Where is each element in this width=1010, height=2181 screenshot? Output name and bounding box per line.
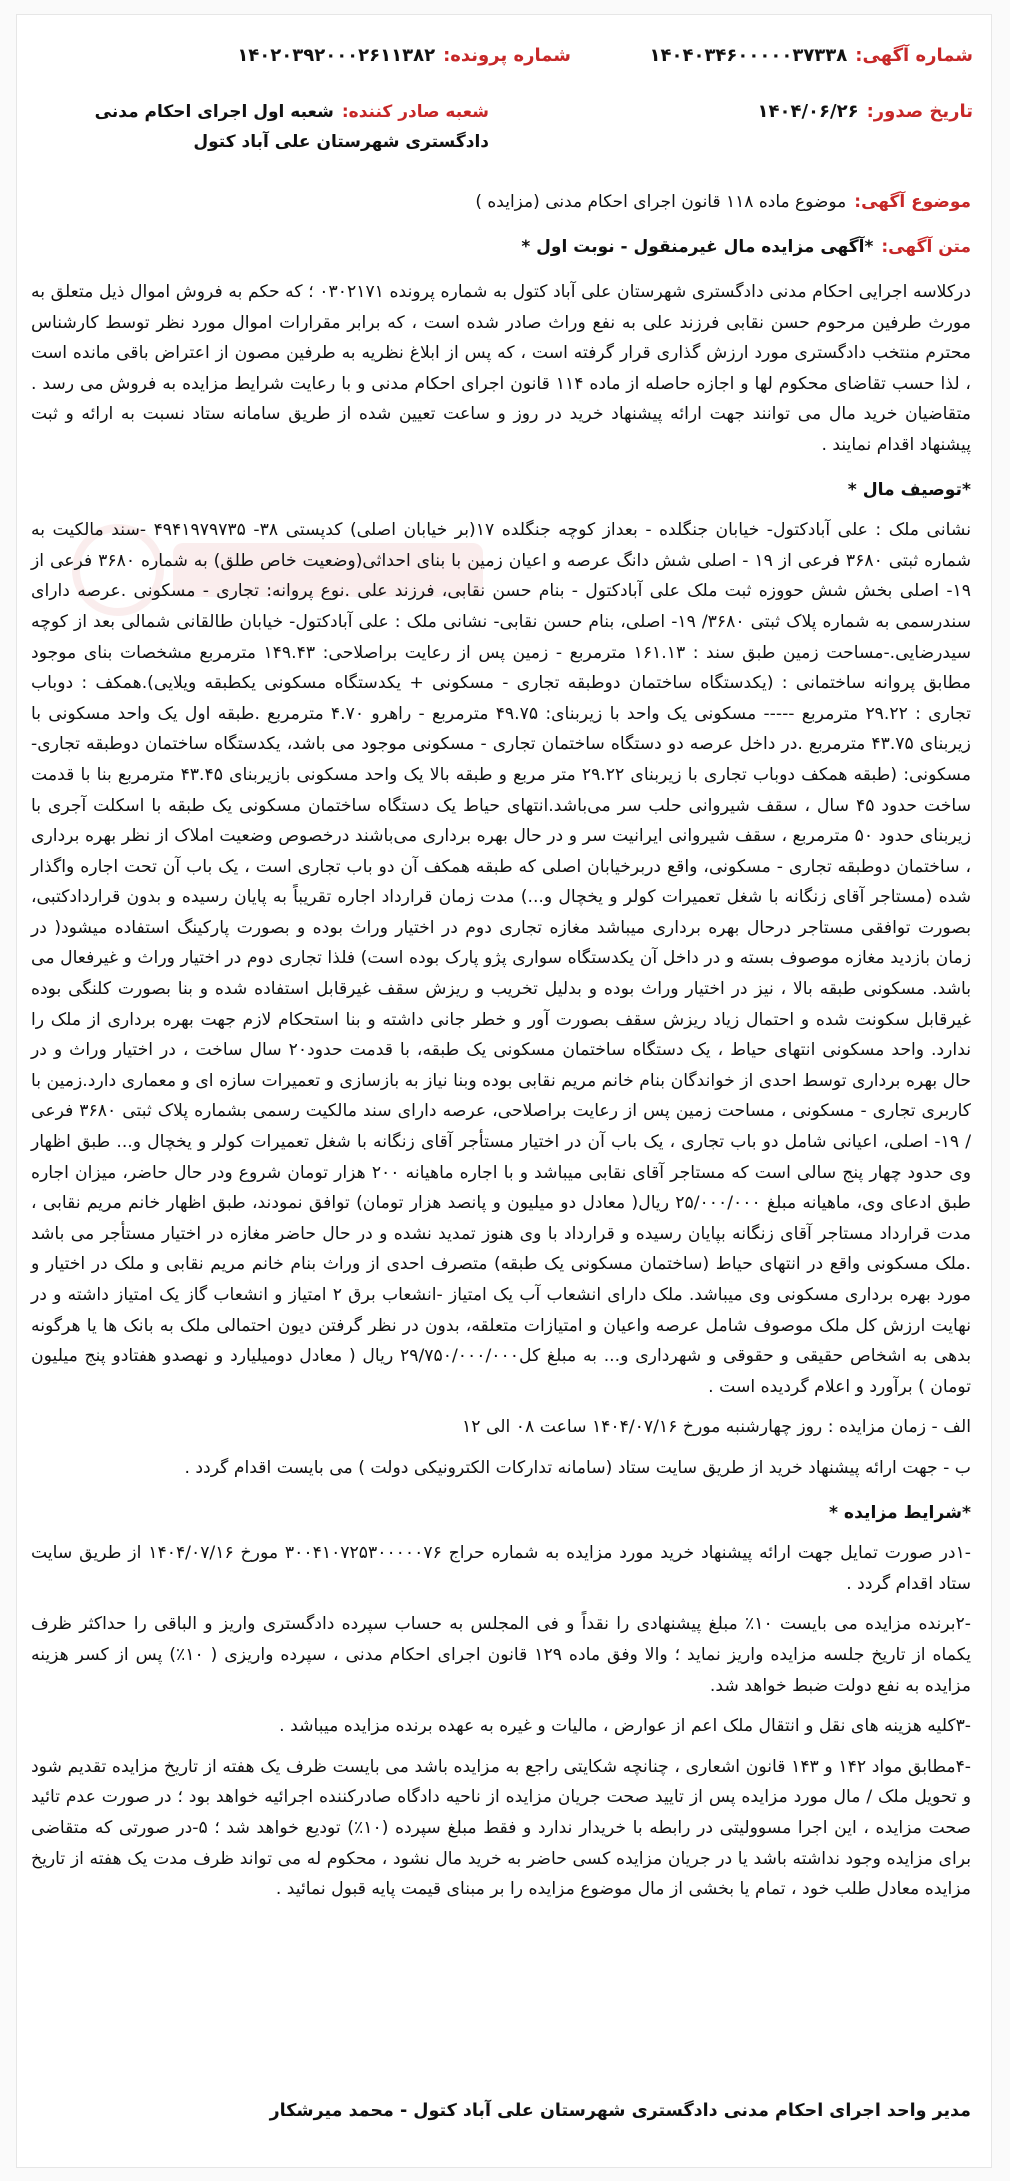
issue-date-value: ۱۴۰۴/۰۶/۲۶ — [757, 101, 859, 122]
notice-sheet — [16, 14, 992, 2168]
conditions-heading: *شرایط مزایده * — [828, 1502, 971, 1523]
notice-body — [31, 277, 971, 1915]
text-title: *آگهی مزایده مال غیرمنقول - نوبت اول * — [521, 237, 874, 257]
condition-3: -۳کلیه هزینه های نقل و انتقال ملک اعم از عوارض ، مالیات و غیره به عهده برنده مزایده میباشد . — [279, 1716, 971, 1737]
auction-time: الف - زمان مزایده : روز چهارشنبه مورخ ۱۴۰۴/۰۷/۱۶ ساعت ۰۸ الی ۱۲ — [462, 1417, 971, 1438]
issue-date — [758, 101, 973, 122]
intro-paragraph: درکلاسه اجرایی احکام مدنی دادگستری شهرستان علی آباد کتول به شماره پرونده ۰۳۰۲۱۷۱ ؛ که حکم به فروش اموال ذیل متعلق به مورث طرفین مرحوم حسن نقابی فرزند علی به نفع وراث صادر شده است ، که برابر مقرارات اموال مورد نظر توسط کارشناس محترم منتخب دادگستری مورد ارزش گذاری قرار گرفته است ، که پس از ابلاغ نظریه به طرفین مصون از اعتراض باقی مانده است ، لذا حسب تقاضای محکوم لها و اجازه حاصله از ماده ۱۱۴ قانون اجرای احکام مدنی و با رعایت شرایط مزایده به فروش می رسد . متقاضیان خرید مال می توانند جهت ارائه پیشنهاد خرید در روز و ساعت تعیین شده از طریق سامانه ستاد نسبت به ارائه و ثبت پیشنهاد اقدام نمایند . — [31, 282, 971, 455]
description-heading: *توصیف مال * — [847, 479, 971, 500]
issuing-branch — [49, 97, 489, 157]
condition-4: -۴مطابق مواد ۱۴۲ و ۱۴۳ قانون اشعاری ، چنانچه شکایتی راجع به مزایده باشد می بایست ظرف یک هفته از تاریخ مزایده تقدیم شود و تحویل ملک / مال مورد مزایده پس از تایید صحت جریان مزایده از ناحیه دادگاه صادرکننده اجرائیه خواهد بود ؛ در صورت عدم تائید صحت مزایده ، این اجرا مسوولیتی در رابطه با خریدار ندارد و فقط مبلغ سپرده (۱۰٪) تودیع خواهد شد ؛ ۵-در صورتی که متقاضی برای مزایده وجود نداشته باشد یا در جریان مزایده کسی حاضر به خرید مال نشود ، محکوم له می تواند ظرف مدت یک هفته از تاریخ مزایده معادل طلب خود ، تمام یا بخشی از مال موضوع مزایده را بر مبنای قیمت پایه قبول نمائید . — [31, 1756, 972, 1900]
property-description: نشانی ملک : علی آبادکتول- خیابان جنگلده - بعداز کوچه جنگلده ۱۷(بر خیابان اصلی) کدپستی ۳۸- ۴۹۴۱۹۷۹۷۳۵ -سند مالکیت به شماره ثبتی ۳۶۸۰ فرعی از ۱۹ - اصلی شش دانگ عرصه و اعیان زمین با بنای احداثی(وضعیت خاص طلق) به شماره ۳۶۸۰ فرعی از ۱۹- اصلی بخش شش حووزه ثبت ملک علی آبادکتول - بنام حسن نقابی، فرزند علی .نوع پروانه: تجاری - مسکونی .عرصه دارای سندرسمی به شماره پلاک ثبتی ۳۶۸۰/ ۱۹- اصلی، بنام حسن نقابی- نشانی ملک : علی آبادکتول- خیابان طالقانی شمالی بعد از کوچه سیدرضایی.-مساحت زمین طبق سند : ۱۶۱.۱۳ مترمربع - زمین پس از رعایت براصلاحی: ۱۴۹.۴۳ مترمربع مشخصات بنای موجود مطابق پروانه ساختمانی : (یکدستگاه ساختمان دوطبقه تجاری - مسکونی + یکدستگاه مسکونی یکطبقه ویلایی).همکف : دوباب تجاری : ۲۹.۲۲ مترمربع ----- مسکونی یک واحد با زیربنای: ۴۹.۷۵ مترمربع - راهرو ۴.۷۰ مترمربع .طبقه اول یک واحد مسکونی با زیربنای ۴۳.۷۵ مترمربع .در داخل عرصه دو دستگاه ساختمان تجاری - مسکونی موجود می باشد، یکدستگاه ساختمان دوطبقه تجاری-مسکونی: (طبقه همکف دوباب تجاری با زیربنای ۲۹.۲۲ متر مربع و طبقه بالا یک واحد مسکونی بازیربنای ۴۳.۴۵ مترمربع بنا با قدمت ساخت حدود ۴۵ سال ، سقف شیروانی حلب سر می‌باشد.انتهای حیاط یک دستگاه ساختمان مسکونی یک طبقه با اسکلت آجری با زیربنای حدود ۵۰ مترمربع ، سقف شیروانی ایرانیت سر و در حال بهره برداری می‌باشند درخصوص وضعیت املاک از نظر بهره برداری ، ساختمان دوطبقه تجاری - مسکونی، واقع دربرخیابان اصلی که طبقه همکف آن دو باب تجاری است ، یک باب آن تحت اجاره واگذار شده (مستاجر آقای زنگانه با شغل تعمیرات کولر و یخچال و...) مدت زمان قرارداد اجاره تقریباً به پایان رسیده و بدون قراردادکتبی، بصورت توافقی مستاجر درحال بهره برداری میباشد مغازه تجاری دوم در اختیار وراث بوده و بصورت پارکینگ استفاده میشود( در زمان بازدید مغازه موصوف بسته و در داخل آن یکدستگاه سواری پژو پارک بوده است) فلذا تجاری دوم در اختیار وراث و غیرفعال می باشد. مسکونی طبقه بالا ، نیز در اختیار وراث بوده و بدلیل تخریب و ریزش سقف غیرقابل استفاده شده و بنا بصورت کلنگی بوده غیرقابل سکونت شده و احتمال زیاد ریزش سقف بصورت آور و خطر جانی داشته و بنا استحکام لازم جهت بهره برداری از ملک را ندارد. واحد مسکونی انتهای حیاط ، یک دستگاه ساختمان مسکونی یک طبقه، با قدمت حدود۲۰ سال ساخت ، در اختیار وراث و در حال بهره برداری توسط احدی از خواندگان بنام خانم مریم نقابی بوده وبنا نیاز به بازسازی و تعمیرات سازه ای و معماری دارد.زمین با کاربری تجاری - مسکونی ، مساحت زمین پس از رعایت براصلاحی، عرصه دارای سند مالکیت رسمی بشماره پلاک ثبتی ۳۶۸۰ فرعی / ۱۹- اصلی، اعیانی شامل دو باب تجاری ، یک باب آن در اختیار مستأجر آقای زنگانه با شغل تعمیرات کولر و یخچال و... طبق اظهار وی حدود چهار پنج سالی است که مستاجر آقای نقابی میباشد و با اجاره ماهیانه ۲۰۰ هزار تومان شروع ودر حال حاضر، میزان اجاره طبق ادعای وی، ماهیانه مبلغ ۲۵/۰۰۰/۰۰۰ ریال( معادل دو میلیون و پانصد هزار تومان) توافق نمودند، طبق اظهار خانم مریم نقابی ، مدت قرارداد مستاجر آقای زنگانه بپایان رسیده و قرارداد با وی هنوز تمدید نشده و در حال حاضر مغازه در اختیار مستأجر می باشد .ملک مسکونی واقع در انتهای حیاط (ساختمان مسکونی یک طبقه) متصرف احدی از وراث بنام خانم مریم نقابی و ملک در اختیار و مورد بهره برداری مسکونی وی میباشد. ملک دارای انشعاب آب یک امتیاز -انشعاب برق ۲ امتیاز و انشعاب گاز یک امتیاز داشته و در نهایت ارزش کل ملک موصوف شامل عرصه واعیان و امتیازات متعلقه، بدون در نظر گرفتن دیون احتمالی ملک به بانک ها یا هرگونه بدهی به اشخاص حقیقی و حقوقی و شهرداری و... به مبلغ کل۲۹/۷۵۰/۰۰۰/۰۰۰ ریال ( معادل دومیلیارد و نهصدو هفتادو پنج میلیون تومان ) برآورد و اعلام گردیده است . — [31, 520, 971, 1397]
branch-label: شعبه صادر کننده: — [341, 102, 489, 122]
case-number-label: شماره پرونده: — [443, 45, 571, 66]
case-number — [237, 45, 571, 66]
ad-number — [650, 45, 973, 66]
subject-label: موضوع آگهی: — [854, 192, 971, 212]
text-label: متن آگهی: — [881, 237, 971, 257]
subject-value: موضوع ماده ۱۱۸ قانون اجرای احکام مدنی (مزایده ) — [475, 192, 847, 212]
bid-submission-note: ب - جهت ارائه پیشنهاد خرید از طریق سایت ستاد (سامانه تدارکات الکترونیکی دولت ) می بایست اقدام گردد . — [184, 1457, 971, 1478]
condition-1: -۱در صورت تمایل جهت ارائه پیشنهاد خرید مورد مزایده به شماره حراج ۳۰۰۴۱۰۷۲۵۳۰۰۰۰۰۷۶ مورخ ۱۴۰۴/۰۷/۱۶ از طریق سایت ستاد اقدام گردد . — [31, 1543, 971, 1594]
case-number-value: ۱۴۰۲۰۳۹۲۰۰۰۲۶۱۱۳۸۲ — [237, 45, 436, 66]
issue-date-label: تاریخ صدور: — [866, 101, 973, 122]
notice-subject — [475, 192, 971, 212]
ad-number-label: شماره آگهی: — [855, 45, 973, 66]
signature: مدیر واحد اجرای احکام مدنی دادگستری شهرستان علی آباد کتول - محمد میرشکار — [269, 2101, 971, 2121]
notice-text-heading — [521, 237, 971, 257]
condition-2: -۲برنده مزایده می بایست ۱۰٪ مبلغ پیشنهادی را نقداً و فی المجلس به حساب سپرده دادگستری واریز و الباقی را حداکثر ظرف یکماه از تاریخ جلسه مزایده واریز نماید ؛ والا وفق ماده ۱۲۹ قانون اجرای احکام مدنی ، سپرده واریزی ( ۱۰٪) پس از کسر هزینه مزایده به نفع دولت ضبط خواهد شد. — [31, 1614, 971, 1696]
ad-number-value: ۱۴۰۴۰۳۴۶۰۰۰۰۰۳۷۳۳۸ — [649, 45, 848, 66]
branch-value: شعبه اول اجرای احکام مدنی دادگستری شهرستان علی آباد کتول — [94, 102, 489, 152]
